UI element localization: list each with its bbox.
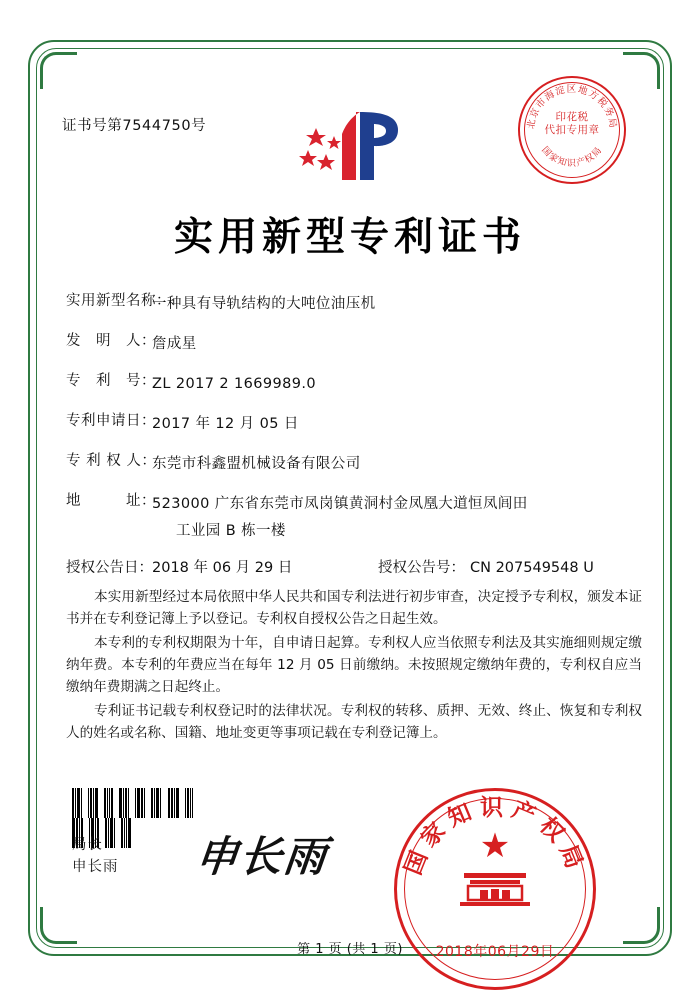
page-title: 实用新型专利证书 — [173, 215, 526, 260]
field-label: 实用新型名称： — [66, 293, 171, 309]
field-label: 发 明 人： — [66, 333, 156, 349]
field-label: 授权公告号： — [378, 560, 465, 576]
handwritten-signature: 申长雨 — [193, 832, 331, 881]
field-value: CN 207549548 U — [470, 560, 594, 576]
legal-text — [66, 586, 642, 746]
signature-block — [72, 834, 119, 878]
field-announcement-row — [66, 561, 644, 576]
field-patentee — [66, 454, 644, 475]
svg-text:北京市海淀区地方税务局: 北京市海淀区地方税务局 — [525, 84, 619, 130]
legal-paragraph: 本专利的专利权期限为十年，自申请日起算。专利权人应当依照专利法及其实施细则规定缴纳年费。本专利的年费应当在每年 12 月 05 日前缴纳。未按照规定缴纳年费的，专利权自应当缴纳年费期满之日起终止。 — [66, 635, 642, 695]
ip-administration-logo-icon — [286, 106, 416, 186]
field-address — [66, 494, 644, 542]
field-utility-model-name — [66, 294, 644, 315]
tax-stamp-line-1: 印花税 — [555, 111, 589, 123]
field-value: 东莞市科鑫盟机械设备有限公司 — [152, 456, 361, 472]
signature-name: 申长雨 — [72, 859, 119, 875]
field-value: 2017 年 12 月 05 日 — [152, 416, 299, 432]
signature-role: 局长 — [72, 837, 103, 853]
svg-text:国家知识产权局: 国家知识产权局 — [539, 145, 605, 169]
field-patent-number — [66, 374, 644, 395]
field-announcement-date — [66, 561, 378, 576]
field-value: 一种具有导轨结构的大吨位油压机 — [152, 296, 376, 312]
field-announcement-number — [378, 561, 594, 576]
certificate-fields — [66, 294, 644, 592]
seal-tiananmen-icon — [458, 865, 532, 911]
official-seal — [394, 788, 596, 990]
certificate-number: 证书号第7544750号 — [62, 118, 207, 134]
tax-stamp-center-text — [520, 111, 624, 137]
legal-paragraph: 本实用新型经过本局依照中华人民共和国专利法进行初步审查，决定授予专利权，颁发本证书并在专利登记簿上予以登记。专利权自授权公告之日起生效。 — [66, 589, 642, 627]
field-label: 地 址： — [66, 493, 156, 509]
field-label: 专 利 权 人： — [66, 453, 157, 469]
field-label: 专 利 号： — [66, 373, 156, 389]
field-value-line-2: 工业园 B 栋一楼 — [176, 523, 286, 539]
field-value: 2018 年 06 月 29 日 — [152, 560, 293, 576]
field-value: 523000 广东省东莞市凤岗镇黄洞村金凤凰大道恒凤闾田 — [152, 496, 528, 512]
barcode — [72, 788, 198, 818]
field-application-date — [66, 414, 644, 435]
field-value: 詹成星 — [152, 336, 197, 352]
field-value: ZL 2017 2 1669989.0 — [152, 376, 316, 392]
field-value-container — [152, 494, 644, 542]
page-footer: 第 1 页 (共 1 页) — [297, 942, 403, 957]
legal-paragraph: 专利证书记载专利权登记时的法律状况。专利权的转移、质押、无效、终止、恢复和专利权人的姓名或名称、国籍、地址变更等事项记载在专利登记簿上。 — [66, 703, 642, 741]
field-inventor — [66, 334, 644, 355]
field-label: 专利申请日： — [66, 413, 156, 429]
field-label: 授权公告日： — [66, 560, 153, 576]
seal-star-icon: ★ — [479, 826, 511, 866]
seal-date: 2018年06月29日 — [435, 944, 555, 960]
svg-text:国家知识产权局: 国家知识产权局 — [400, 795, 590, 879]
tax-stamp — [518, 76, 626, 184]
tax-stamp-line-2: 代扣专用章 — [544, 124, 600, 136]
